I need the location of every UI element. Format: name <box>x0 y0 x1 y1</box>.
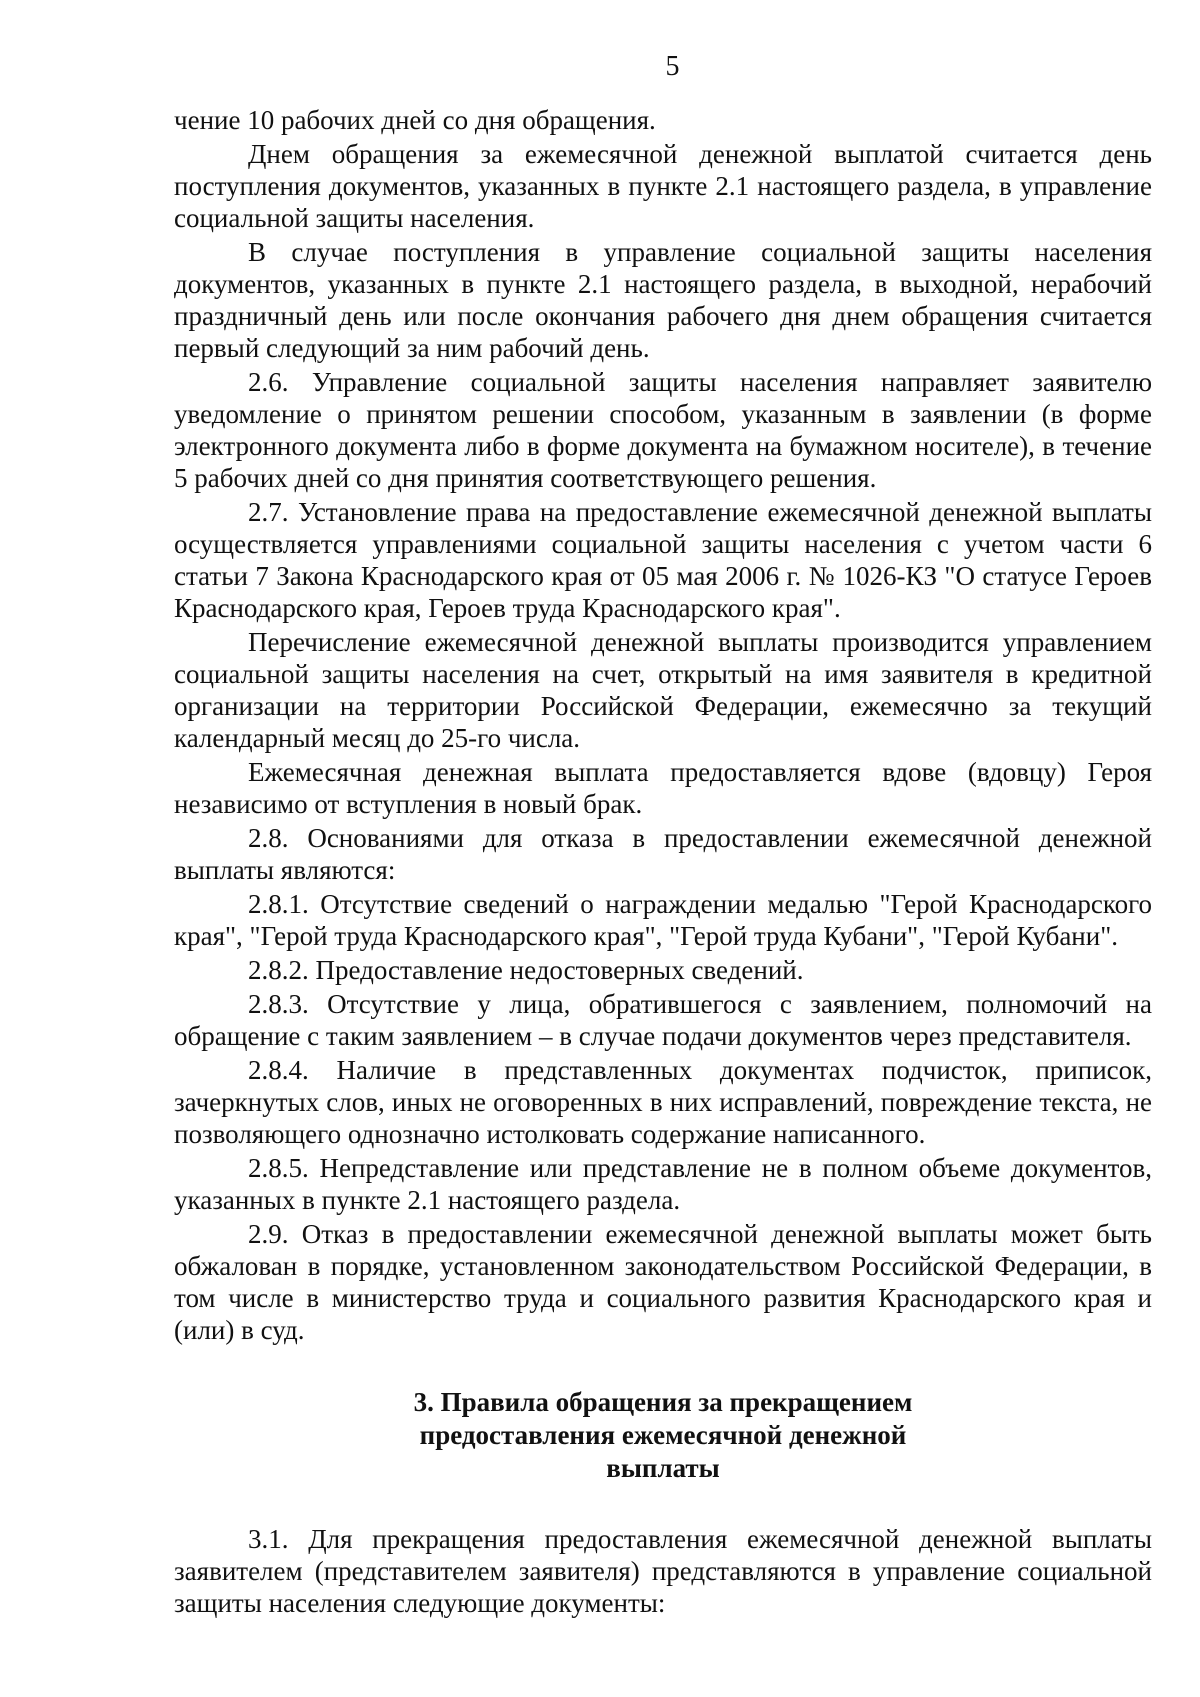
paragraph-widow: Ежемесячная денежная выплата предоставляется вдове (вдовцу) Героя независимо от вступления в новый брак. <box>174 757 1152 819</box>
section-heading-line: выплаты <box>606 1453 720 1483</box>
paragraph-3-1: 3.1. Для прекращения предоставления ежемесячной денежной выплаты заявителем (представителем заявителя) представляются в управление социальной защиты населения следующие документы: <box>174 1524 1152 1618</box>
paragraph-2-8-4: 2.8.4. Наличие в представленных документах подчисток, приписок, зачеркнутых слов, иных не оговоренных в них исправлений, повреждение текста, не позволяющего однозначно истолковать содержание написанного. <box>174 1055 1152 1149</box>
paragraph-transfer: Перечисление ежемесячной денежной выплаты производится управлением социальной защиты населения на счет, открытый на имя заявителя в кредитной организации на территории Российской Федерации, ежемесячно за текущий календарный месяц до 25-го числа. <box>174 627 1152 753</box>
paragraph-2-8-1: 2.8.1. Отсутствие сведений о награждении медалью "Герой Краснодарского края", "Герой труда Краснодарского края", "Герой труда Кубани", "Герой Кубани". <box>174 889 1152 951</box>
paragraph-2-8: 2.8. Основаниями для отказа в предоставлении ежемесячной денежной выплаты являются: <box>174 823 1152 885</box>
paragraph-2-7: 2.7. Установление права на предоставление ежемесячной денежной выплаты осуществляется управлениями социальной защиты населения с учетом части 6 статьи 7 Закона Краснодарского края от 05 мая 2006 г. № 1026-КЗ "О статусе Героев Краснодарского края, Героев труда Краснодарского края". <box>174 497 1152 623</box>
section-heading-line: предоставления ежемесячной денежной <box>419 1420 907 1450</box>
paragraph-application-day: Днем обращения за ежемесячной денежной выплатой считается день поступления документов, указанных в пункте 2.1 настоящего раздела, в управление социальной защиты населения. <box>174 139 1152 233</box>
section-heading <box>174 1386 1152 1485</box>
document-body <box>174 104 1152 1621</box>
paragraph-continuation: чение 10 рабочих дней со дня обращения. <box>174 105 656 135</box>
paragraph-2-8-5: 2.8.5. Непредставление или представление не в полном объеме документов, указанных в пункте 2.1 настоящего раздела. <box>174 1153 1152 1215</box>
section-heading-line: 3. Правила обращения за прекращением <box>413 1387 913 1417</box>
page-number: 5 <box>665 51 680 82</box>
paragraph-holiday-rule: В случае поступления в управление социальной защиты населения документов, указанных в пункте 2.1 настоящего раздела, в выходной, нерабочий праздничный день или после окончания рабочего дня днем обращения считается первый следующий за ним рабочий день. <box>174 237 1152 363</box>
paragraph-2-8-3: 2.8.3. Отсутствие у лица, обратившегося с заявлением, полномочий на обращение с таким заявлением – в случае подачи документов через представителя. <box>174 989 1152 1051</box>
paragraph-2-6: 2.6. Управление социальной защиты населения направляет заявителю уведомление о принятом решении способом, указанным в заявлении (в форме электронного документа либо в форме документа на бумажном носителе), в течение 5 рабочих дней со дня принятия соответствующего решения. <box>174 367 1152 493</box>
paragraph-2-8-2: 2.8.2. Предоставление недостоверных сведений. <box>248 955 804 985</box>
paragraph-2-9: 2.9. Отказ в предоставлении ежемесячной денежной выплаты может быть обжалован в порядке, установленном законодательством Российской Федерации, в том числе в министерство труда и социального развития Краснодарского края и (или) в суд. <box>174 1219 1152 1345</box>
